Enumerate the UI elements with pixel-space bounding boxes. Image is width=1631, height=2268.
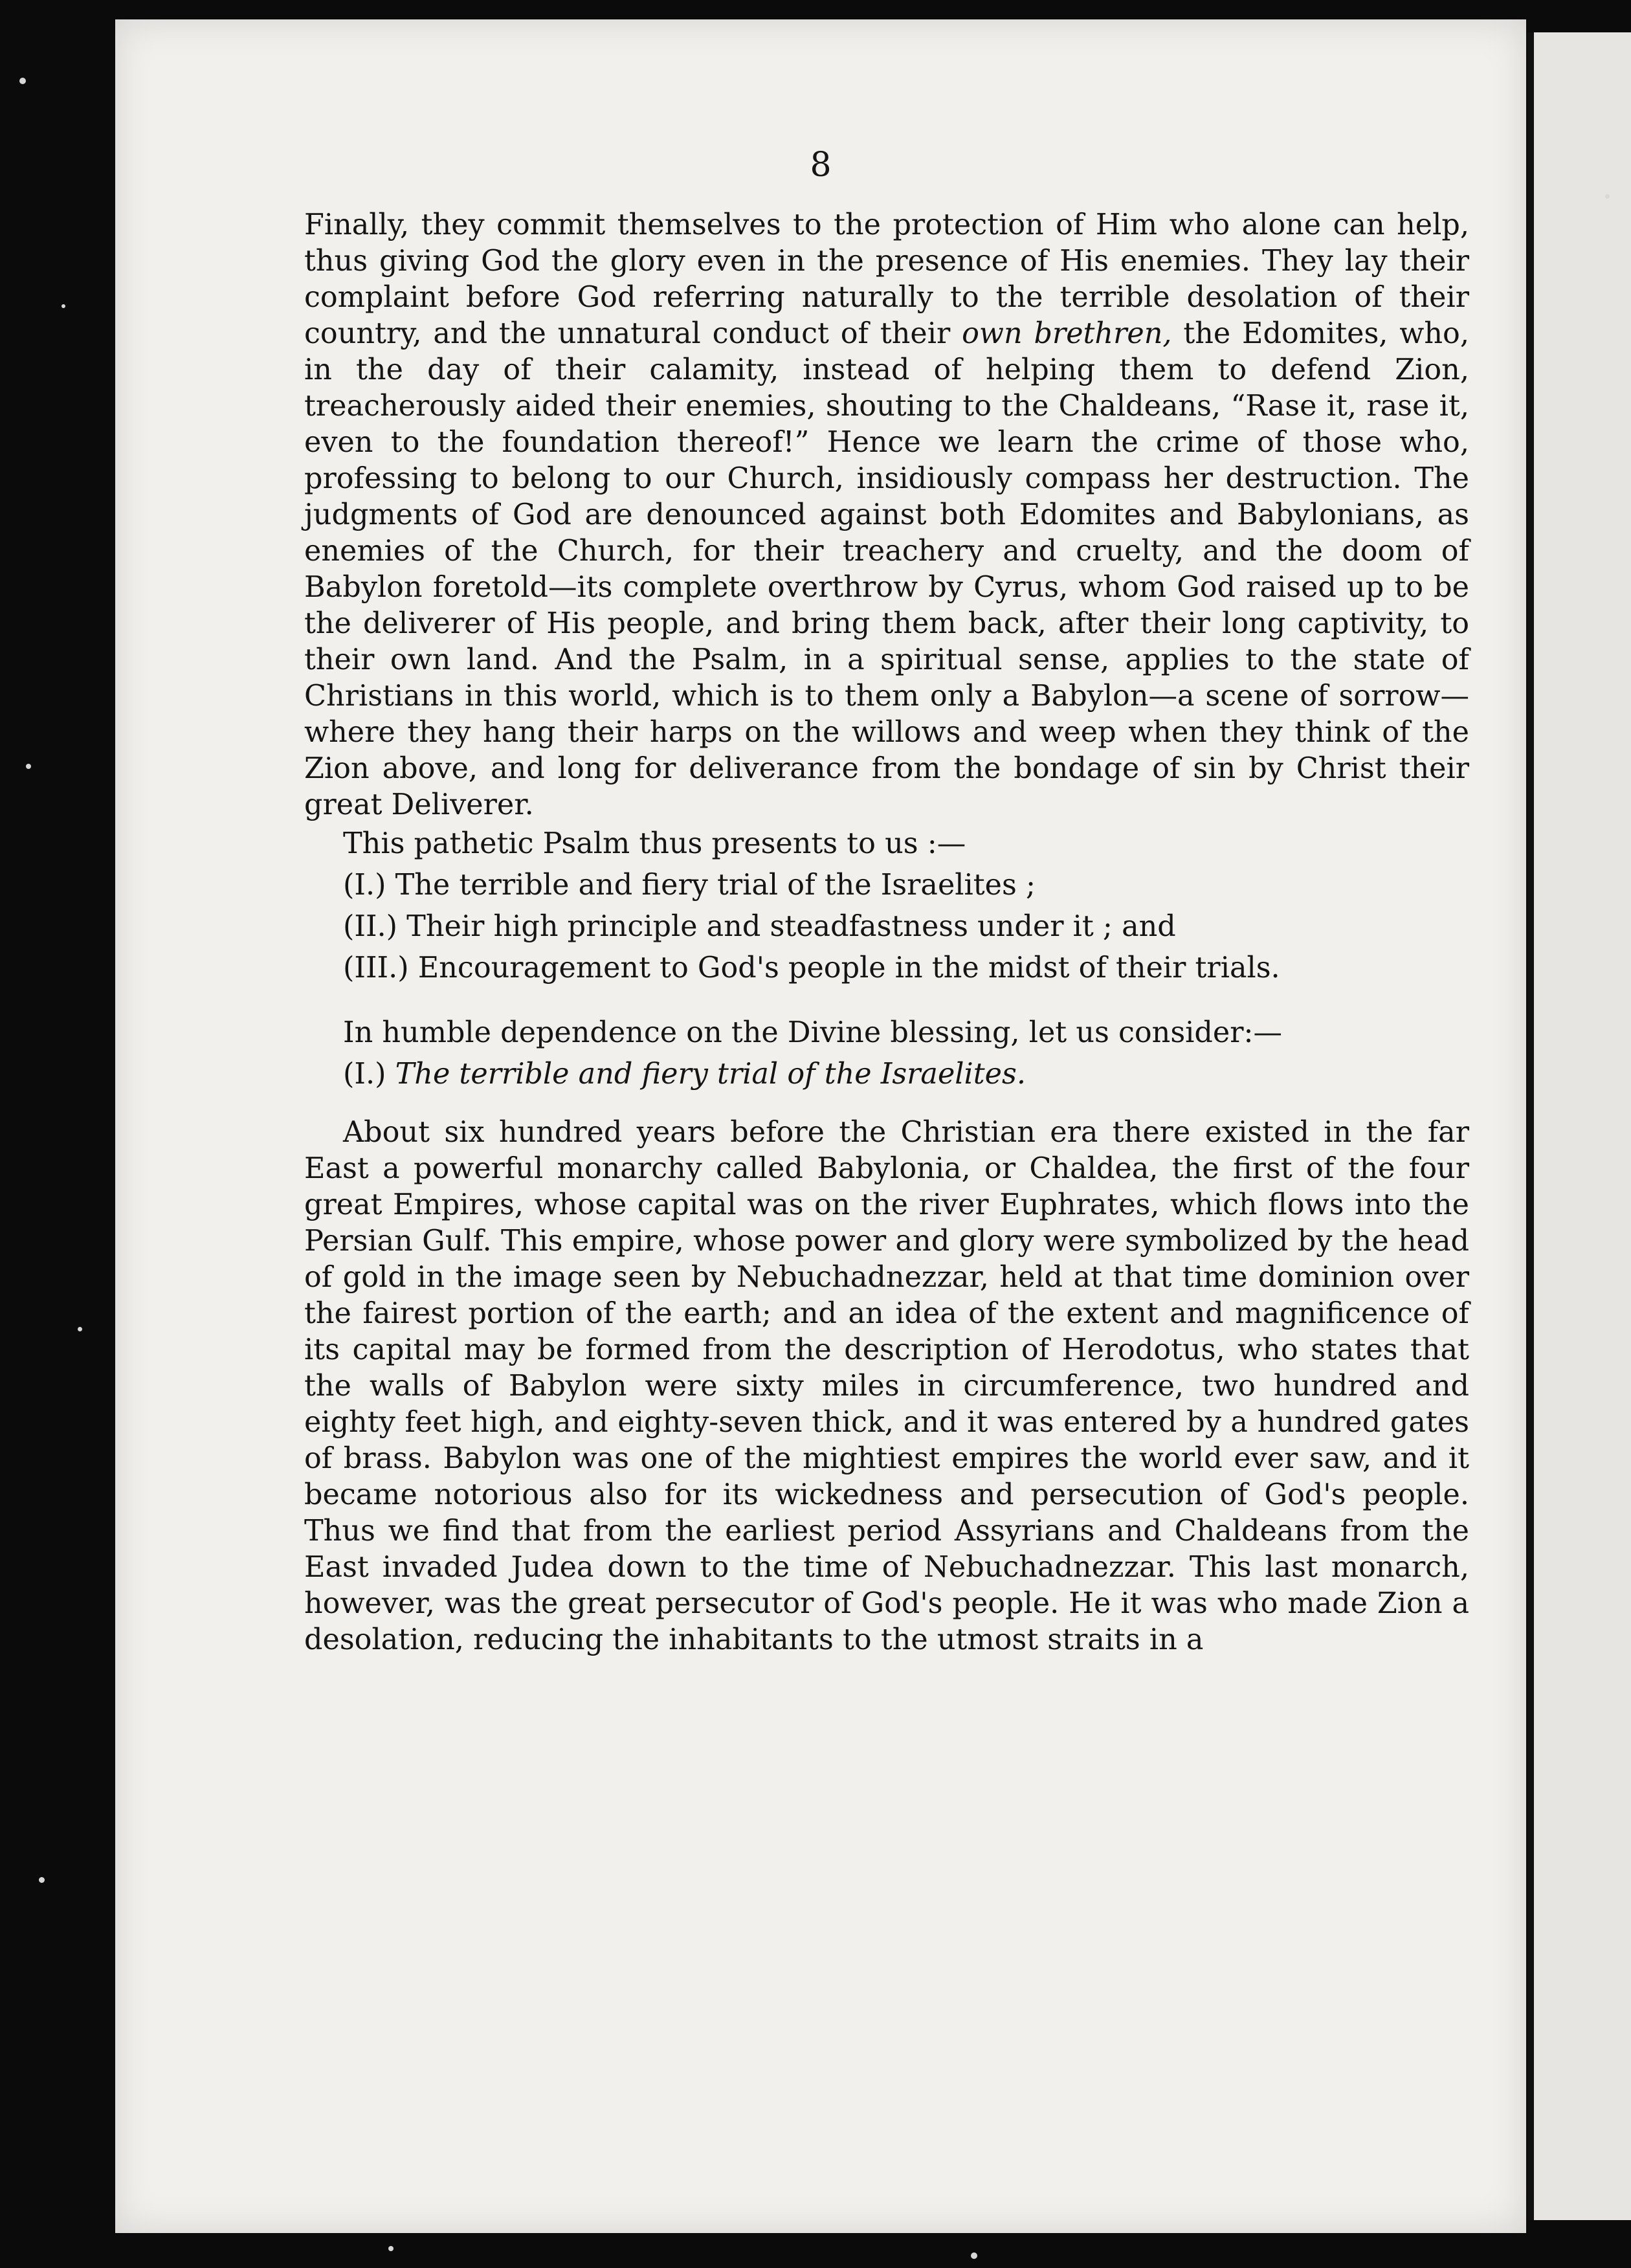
outline-point-1: (I.) The terrible and fiery trial of the Israelites ; bbox=[343, 869, 1036, 902]
scan-speck bbox=[78, 1327, 82, 1331]
outline-point-2: (II.) Their high principle and steadfastness under it ; and bbox=[343, 910, 1176, 943]
paragraph-psalm-summary: This pathetic Psalm thus presents to us :— bbox=[343, 827, 966, 860]
scan-speck bbox=[388, 2246, 394, 2251]
adjacent-page-edge bbox=[1527, 32, 1631, 2220]
paragraph-intro bbox=[304, 207, 1469, 823]
section-heading-title: The terrible and fiery trial of the Israelites. bbox=[395, 1058, 1026, 1091]
paragraph-intro-part-b: the Edomites, who, in the day of their calamity, instead of helping them to defend Zion, treacherously aided their enemies, shouting to the Chaldeans, “Rase it, rase it, even to the foundation thereof!” Hence we learn the crime of those who, professing to belong to our Church, insidiously compass her destruction. The judgments of God are denounced against both Edomites and Babylonians, as enemies of the Church, for their treachery and cruelty, and the doom of Babylon foretold—its complete overthrow by Cyrus, whom God raised up to be the deliverer of His people, and bring them back, after their long captivity, to their own land. And the Psalm, in a spiritual sense, applies to the state of Christians in this world, which is to them only a Babylon—a scene of sorrow—where they hang their harps on the willows and weep when they think of the Zion above, and long for deliverance from the bondage of sin by Christ their great Deliverer. bbox=[304, 317, 1469, 821]
paragraph-babylon: About six hundred years before the Christian era there existed in the far East a powerful monarchy called Babylonia, or Chaldea, the first of the four great Empires, whose capital was on the river Euphrates, which flows into the Persian Gulf. This empire, whose power and glory were symbolized by the head of gold in the image seen by Nebuchadnezzar, held at that time dominion over the fairest portion of the earth; and an idea of the extent and magnificence of its capital may be formed from the description of Herodotus, who states that the walls of Babylon were sixty miles in circumference, two hundred and eighty feet high, and eighty-seven thick, and it was entered by a hundred gates of brass. Babylon was one of the mightiest empires the world ever saw, and it became notorious also for its wickedness and persecution of God's people. Thus we find that from the earliest period Assyrians and Chaldeans from the East invaded Judea down to the time of Nebuchadnezzar. This last monarch, however, was the great persecutor of God's people. He it was who made Zion a desolation, reducing the inhabitants to the utmost straits in a bbox=[304, 1116, 1469, 1656]
section-heading bbox=[304, 1056, 1469, 1093]
scan-speck bbox=[1605, 194, 1610, 199]
body-text bbox=[304, 207, 1469, 1658]
paragraph-intro-part-a: Finally, they commit themselves to the protection of Him who alone can help, thus giving God the glory even in the presence of His enemies. They lay their complaint before God referring naturally to the terrible desolation of their country, and the unnatural conduct of their bbox=[304, 208, 1469, 350]
page-number: 8 bbox=[810, 146, 832, 184]
scan-speck bbox=[19, 78, 26, 84]
outline-point-3: (III.) Encouragement to God's people in the midst of their trials. bbox=[343, 951, 1280, 984]
scan-speck bbox=[61, 304, 65, 308]
document-page bbox=[115, 19, 1526, 2233]
paragraph-consider: In humble dependence on the Divine blessing, let us consider:— bbox=[343, 1016, 1282, 1049]
paragraph-intro-emphasis: own brethren, bbox=[962, 317, 1172, 350]
scan-speck bbox=[971, 2252, 977, 2259]
section-heading-numeral: (I.) bbox=[343, 1058, 386, 1091]
scan-speck bbox=[26, 764, 31, 769]
scan-speck bbox=[39, 1877, 45, 1883]
